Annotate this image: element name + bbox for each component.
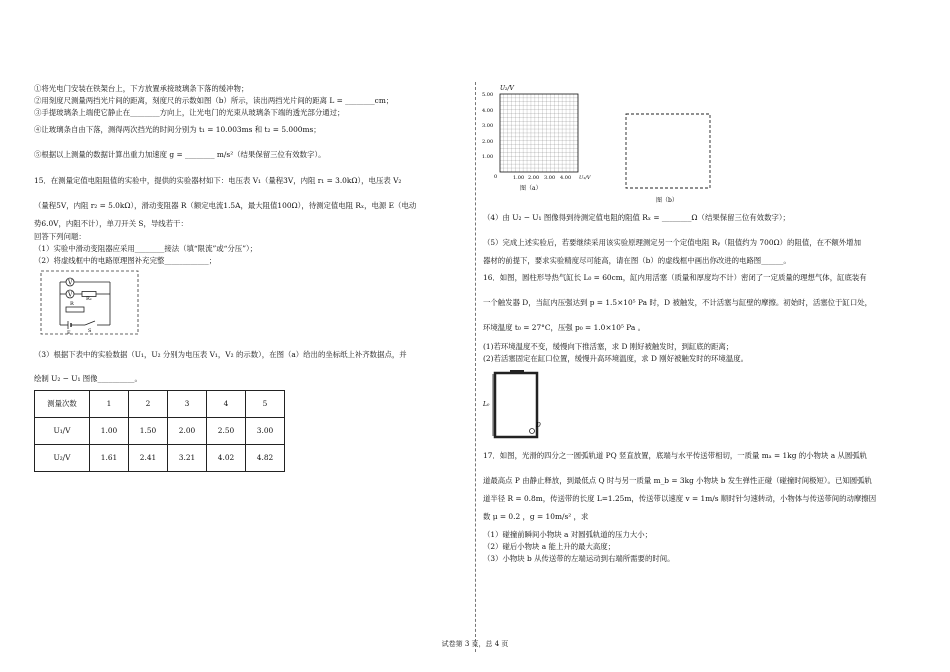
step-1: ①将光电门安装在铁架台上，下方放置承接玻璃条下落的缓冲物； xyxy=(34,84,249,93)
piston-icon xyxy=(510,370,524,373)
measurement-table: 测量次数 1 2 3 4 5 U₁/V 1.00 1.50 2.00 2.50 3.00 U₂/V 1.61 2.41 3.21 4.02 4.82 xyxy=(34,390,285,472)
switch-icon xyxy=(85,321,95,325)
q17-part1: （1）碰撞前瞬间小物块 a 对圆弧轨道的压力大小； xyxy=(483,530,653,539)
svg-text:2.00: 2.00 xyxy=(528,175,540,181)
graph-x-label: U₁/V xyxy=(579,175,591,181)
q15-part4: （4）由 U₂ − U₁ 图像得到待测定值电阻的阻值 Rₓ = ________Ω（结果保留三位有效数字）； xyxy=(483,213,790,222)
svg-text:3.00: 3.00 xyxy=(544,175,556,181)
q15-part2: （2）将虚线框中的电路原理图补充完整____________； xyxy=(34,256,217,265)
q16-part1: (1)若环境温度不变，缓慢向下推活塞，求 D 刚好被触发时，到缸底的距离； xyxy=(483,342,734,351)
q16-line3: 环境温度 t₀ = 27°C，压强 p₀ = 1.0×10⁵ Pa 。 xyxy=(483,323,646,332)
q15-part3: （3）根据下表中的实验数据（U₁，U₂ 分别为电压表 V₁，V₂ 的示数），在图（a）给出的坐标纸上补齐数据点，并 xyxy=(34,350,407,359)
q15-prompt: 回答下列问题： xyxy=(34,232,86,241)
caption-b: 图（b） xyxy=(656,197,678,204)
q15-part5-b: 器材的前提下，要求实验精度尽可能高，请在图（b）的虚线框中画出你改进的电路图______。 xyxy=(483,256,791,265)
graph-y-label: U₂/V xyxy=(500,85,514,92)
q15-line3: 势6.0V，内阻不计），单刀开关 S，导线若干： xyxy=(34,219,188,228)
q17-line4: 数 μ = 0.2 ，g = 10m/s² ，求 xyxy=(483,512,589,521)
svg-text:3.00: 3.00 xyxy=(482,123,494,129)
circuit-diagram xyxy=(40,270,140,336)
cylinder-figure xyxy=(480,366,550,446)
svg-text:0: 0 xyxy=(494,174,498,180)
q16-part2: (2)若活塞固定在缸口位置，缓慢升高环境温度，求 D 刚好被触发时的环境温度。 xyxy=(483,354,748,363)
graph-b-box xyxy=(618,112,718,207)
svg-text:1.00: 1.00 xyxy=(482,154,494,160)
svg-text:E: E xyxy=(67,330,71,336)
q17-line2: 道最高点 P 由静止释放，到最低点 Q 时与另一质量 m_b = 3kg 小物块 b 发生弹性正碰（碰撞时间极短）。已知圆弧轨 xyxy=(483,476,872,485)
column-divider xyxy=(475,82,476,652)
step-5: ⑤根据以上测量的数据计算出重力加速度 g = ________ m/s²（结果保留三位有效数字）。 xyxy=(34,150,326,159)
q16-line2: 一个触发器 D，当缸内压强达到 p = 1.5×10⁵ Pa 时，D 被触发，不计活塞与缸壁的摩擦。初始时，活塞位于缸口处， xyxy=(483,298,872,307)
q17-line1: 17．如图，光滑的四分之一圆弧轨道 PQ 竖直放置，底端与水平传送带相切，一质量 mₐ = 1kg 的小物块 a 从圆弧轨 xyxy=(483,451,868,460)
q15-line2: （量程5V，内阻 r₂ = 5.0kΩ），滑动变阻器 R（额定电流1.5A，最大阻值100Ω），待测定值电阻 Rₓ，电源 E（电动 xyxy=(34,201,417,210)
svg-text:R: R xyxy=(70,301,74,307)
table-header-cell: 测量次数 xyxy=(35,391,90,418)
q15-line1: 15．在测量定值电阻阻值的实验中，提供的实验器材如下：电压表 V₁（量程3V，内阻 r₁ = 3.0kΩ），电压表 V₂ xyxy=(34,176,402,185)
trigger-d-icon xyxy=(530,429,535,434)
svg-text:Rₓ: Rₓ xyxy=(86,296,92,302)
svg-text:1.00: 1.00 xyxy=(513,175,525,181)
page-footer: 试卷第 3 页，总 4 页 xyxy=(441,640,509,648)
svg-text:V: V xyxy=(68,291,73,299)
step-3: ③手提玻璃条上端使它静止在________方向上，让光电门的光束从玻璃条下端的透光部分通过； xyxy=(34,108,345,117)
step-4: ④让玻璃条自由下落，测得两次挡光的时间分别为 t₁ = 10.003ms 和 t₂ = 5.000ms； xyxy=(34,125,321,134)
svg-text:V: V xyxy=(68,279,73,287)
step-2: ②用刻度尺测量两挡光片间的距离，刻度尺的示数如图（b）所示，读出两挡光片间的距离 L = ________cm； xyxy=(34,96,394,105)
q17-part3: （3）小物块 b 从传送带的左端运动到右端所需要的时间。 xyxy=(483,554,675,563)
grid-paper xyxy=(500,94,578,172)
q15-part3-b: 绘制 U₂ − U₁ 图像__________。 xyxy=(34,374,142,383)
svg-text:D: D xyxy=(536,422,541,429)
rheostat-icon xyxy=(66,307,84,312)
svg-text:2.00: 2.00 xyxy=(482,139,494,145)
q16-line1: 16．如图，圆柱形导热气缸长 L₀ = 60cm，缸内用活塞（质量和厚度均不计）密闭了一定质量的理想气体，缸底装有 xyxy=(483,273,867,282)
table-row-u1-label: U₁/V xyxy=(35,418,90,445)
q15-part1: （1）实验中滑动变阻器应采用________接法（填“限流”或“分压”）； xyxy=(34,244,258,253)
q17-line3: 道半径 R = 0.8m，传送带的长度 L=1.25m，传送带以速度 v = 1m/s 顺时针匀速转动，小物体与传送带间的动摩擦因 xyxy=(483,494,877,503)
q17-part2: （2）碰后小物块 a 能上升的最大高度； xyxy=(483,542,616,551)
table-row-u2-label: U₂/V xyxy=(35,445,90,472)
svg-text:5.00: 5.00 xyxy=(482,92,494,98)
svg-text:4.00: 4.00 xyxy=(560,175,572,181)
caption-a: 图（a） xyxy=(520,185,542,192)
svg-text:S: S xyxy=(88,328,92,334)
cylinder-wall xyxy=(495,373,537,437)
q15-part5: （5）完成上述实验后，若要继续采用该实验原理测定另一个定值电阻 Rᵧ（阻值约为 700Ω）的阻值，在不额外增加 xyxy=(483,238,861,247)
svg-text:L₀: L₀ xyxy=(483,401,490,408)
svg-text:4.00: 4.00 xyxy=(482,108,494,114)
